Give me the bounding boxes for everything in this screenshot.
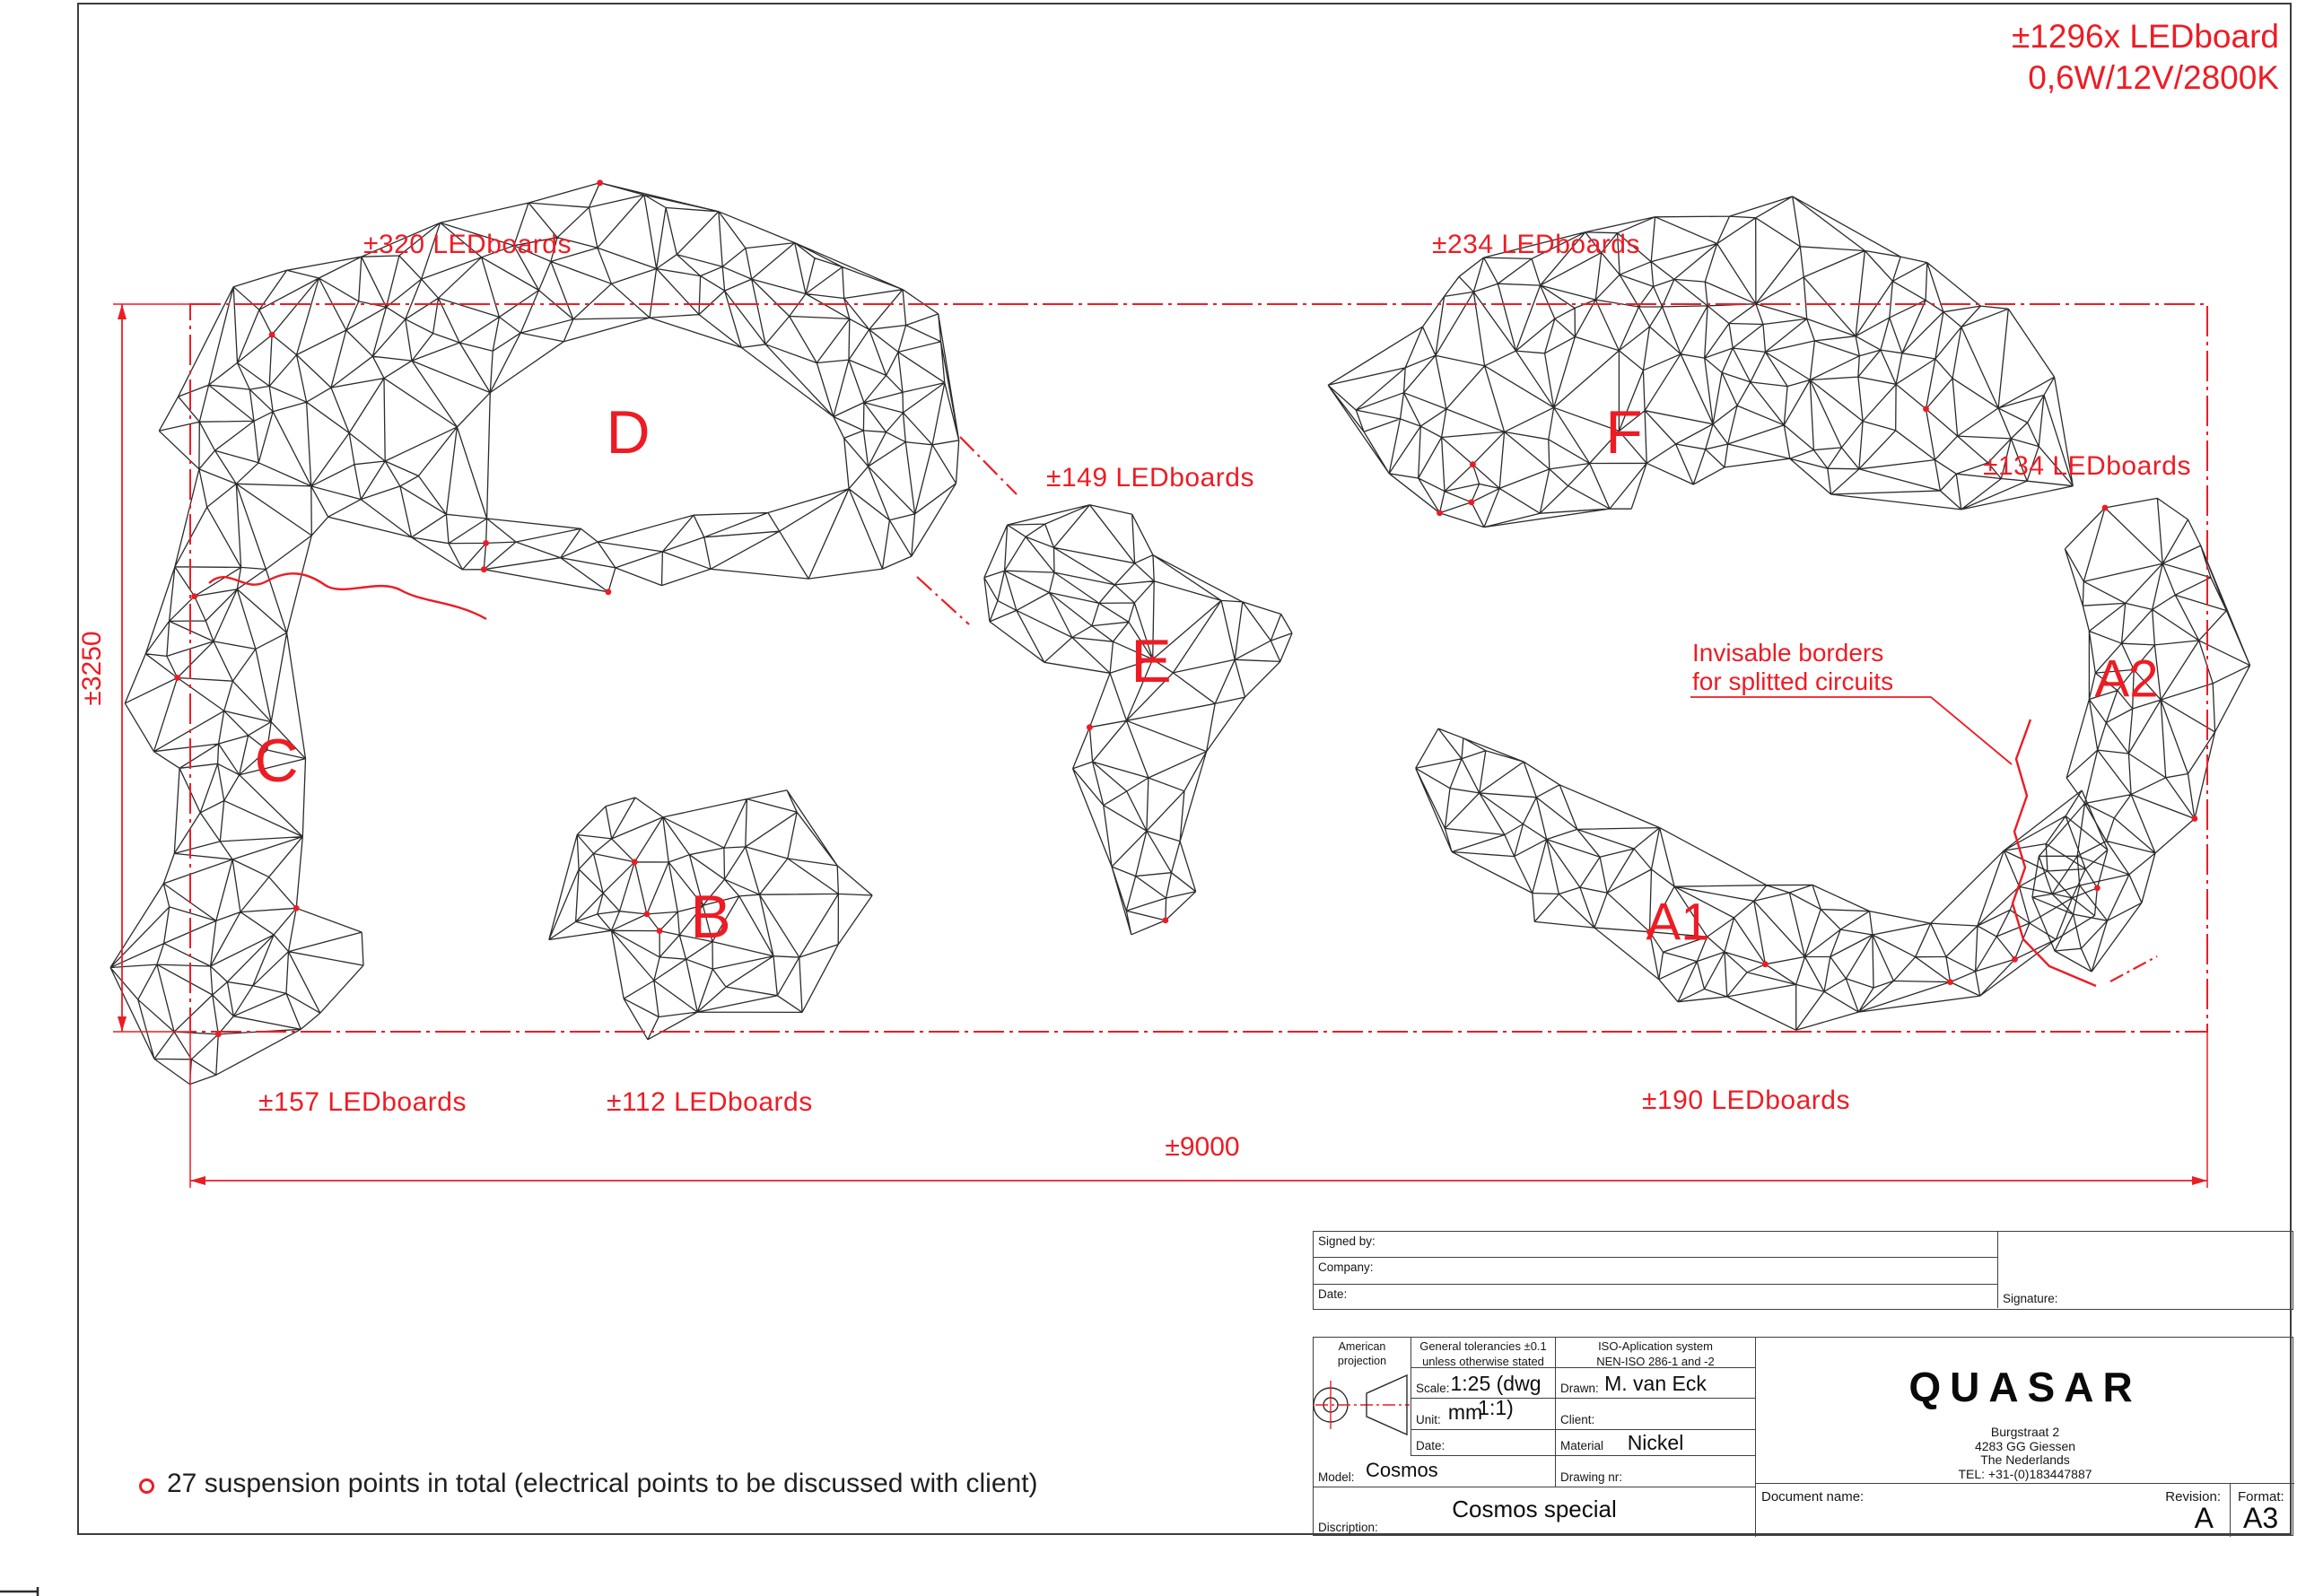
iso-header-cell <box>1556 1338 1756 1368</box>
discription-label: Discription: <box>1318 1521 1378 1534</box>
signature-table <box>1313 1231 2293 1310</box>
date2-cell <box>1411 1430 1556 1456</box>
company-row <box>1314 1258 1998 1285</box>
model-value: Cosmos <box>1366 1459 1438 1481</box>
suspension-point-dot <box>1163 918 1169 924</box>
suspension-point-dot <box>1470 461 1476 467</box>
count-label-f: ±234 LEDboards <box>1432 230 1640 259</box>
date2-label: Date: <box>1416 1439 1445 1452</box>
address-line3: The Nederlands <box>1980 1452 2070 1468</box>
arrow-right <box>2192 1176 2207 1185</box>
suspension-point-dot <box>1469 499 1475 505</box>
projection-label: American projection <box>1337 1340 1387 1368</box>
company-logo-cell <box>1756 1338 2294 1484</box>
format-label: Format: <box>2238 1489 2284 1504</box>
arrow-up <box>118 304 127 319</box>
material-cell <box>1556 1430 1756 1456</box>
projection-cell <box>1314 1338 1411 1456</box>
signature-cell <box>1998 1232 2292 1308</box>
split-border-de-upper <box>960 437 1017 494</box>
count-label-d: ±320 LEDboards <box>363 230 572 259</box>
discription-cell <box>1314 1487 1756 1537</box>
suspension-points <box>174 179 2197 1037</box>
title-block <box>1313 1337 2293 1536</box>
invisible-borders-annotation <box>1692 639 1893 696</box>
address-line2: 4283 GG Giessen <box>1974 1438 2076 1453</box>
date-row <box>1314 1285 1998 1308</box>
suspension-bullet-icon <box>139 1478 154 1494</box>
suspension-point-dot <box>657 928 663 934</box>
suspension-point-dot <box>293 905 300 911</box>
drawn-value: M. van Eck <box>1604 1372 1707 1395</box>
count-label-c: ±157 LEDboards <box>258 1087 467 1117</box>
annotation-leader-line <box>1690 697 2012 764</box>
document-name-cell <box>1756 1484 2231 1537</box>
suspension-point-dot <box>1762 961 1769 967</box>
red-linework <box>113 304 2207 1188</box>
suspension-point-dot <box>269 332 275 338</box>
unit-label: Unit: <box>1416 1413 1441 1426</box>
signed-by-label: Signed by: <box>1318 1234 1376 1248</box>
address-line1: Burgstraat 2 <box>1990 1425 2060 1439</box>
material-value: Nickel <box>1627 1431 1684 1454</box>
suspension-point-dot <box>481 566 487 572</box>
suspension-point-dot <box>191 593 197 599</box>
suspension-point-dot <box>1947 979 1953 985</box>
count-label-a2: ±134 LEDboards <box>1983 451 2191 481</box>
format-cell <box>2231 1484 2294 1537</box>
corner-crop-mark <box>0 1587 38 1596</box>
suspension-point-dot <box>632 859 638 865</box>
cluster-mesh-path <box>1416 728 2108 1030</box>
suspension-note: 27 suspension points in total (electrical points to be discussed with client) <box>167 1469 1038 1498</box>
scale-value: 1:25 (dwg 1:1) <box>1450 1372 1542 1419</box>
dim-label-height: ±3250 <box>77 631 107 706</box>
model-label: Model: <box>1318 1470 1355 1484</box>
projection-symbol-icon <box>1314 1359 1411 1456</box>
header-note-line2: 0,6W/12V/2800K <box>2028 59 2279 97</box>
suspension-point-dot <box>483 540 489 546</box>
cluster-mesh-path <box>2032 498 2250 972</box>
cluster-mesh-path <box>110 183 959 1085</box>
count-label-b: ±112 LEDboards <box>607 1087 813 1117</box>
cluster-letter-c: C <box>254 727 299 795</box>
tolerances-header-cell <box>1411 1338 1556 1368</box>
suspension-point-dot <box>2094 885 2100 891</box>
split-border-a1-tail <box>2110 956 2157 981</box>
scale-label: Scale: <box>1416 1382 1450 1395</box>
model-cell <box>1314 1456 1556 1487</box>
suspension-point-dot <box>2192 815 2198 822</box>
cluster-letter-f: F <box>1605 398 1643 467</box>
suspension-point-dot <box>2012 956 2018 963</box>
suspension-point-dot <box>1923 406 1929 413</box>
suspension-point-dot <box>597 179 603 186</box>
suspension-point-dot <box>1087 724 1093 730</box>
cluster-letter-e: E <box>1131 627 1172 695</box>
company-logo: QUASAR <box>1908 1364 2142 1410</box>
drawn-cell <box>1556 1368 1756 1399</box>
cluster-letter-a1: A1 <box>1646 893 1710 952</box>
tolerances-line2: unless otherwise stated <box>1422 1354 1544 1368</box>
format-value: A3 <box>2243 1502 2279 1534</box>
count-label-a1: ±190 LEDboards <box>1642 1086 1850 1115</box>
material-label: Material <box>1560 1439 1604 1452</box>
document-name-label: Document name: <box>1761 1489 1865 1504</box>
revision-label: Revision: <box>2165 1489 2221 1504</box>
cluster-mesh-path <box>984 505 1292 935</box>
annotation-line2: for splitted circuits <box>1692 667 1894 696</box>
client-label: Client: <box>1560 1413 1595 1426</box>
cluster-letter-a2: A2 <box>2094 650 2159 709</box>
date-label: Date: <box>1318 1287 1348 1301</box>
client-cell <box>1556 1399 1756 1430</box>
count-label-e: ±149 LEDboards <box>1046 463 1254 493</box>
suspension-point-dot <box>215 1031 222 1037</box>
cluster-letter-d: D <box>606 398 651 467</box>
unit-value: mm <box>1447 1400 1483 1424</box>
annotation-line1: Invisable borders <box>1692 639 1884 667</box>
header-note-line1: ±1296x LEDboard <box>2011 18 2279 55</box>
boundary-rectangle <box>190 304 2207 1032</box>
suspension-point-dot <box>606 589 612 595</box>
address-line4: TEL: +31-(0)183447887 <box>1958 1467 2092 1482</box>
suspension-point-dot <box>174 675 180 681</box>
suspension-point-dot <box>2102 505 2109 511</box>
drawing-nr-cell <box>1556 1456 1756 1487</box>
drawing-nr-label: Drawing nr: <box>1560 1470 1623 1484</box>
suspension-point-dot <box>644 911 651 918</box>
arrow-down <box>118 1016 127 1032</box>
dim-label-width: ±9000 <box>1165 1132 1240 1162</box>
drawn-label: Drawn: <box>1560 1382 1599 1395</box>
iso-line1: ISO-Aplication system <box>1598 1339 1713 1353</box>
split-border-de-lower <box>917 577 969 624</box>
unit-cell <box>1411 1399 1556 1430</box>
suspension-point-dot <box>1437 510 1443 516</box>
led-cluster-mesh <box>110 183 2250 1085</box>
revision-value: A <box>2194 1502 2214 1534</box>
tolerances-line1: General tolerancies ±0.1 <box>1419 1339 1547 1353</box>
discription-value: Cosmos special <box>1452 1496 1617 1522</box>
arrow-left <box>190 1176 205 1185</box>
cluster-letter-b: B <box>690 883 731 951</box>
signature-label: Signature: <box>2003 1292 2058 1305</box>
header-note <box>2012 16 2279 100</box>
signed-by-row <box>1314 1232 1998 1258</box>
company-label: Company: <box>1318 1260 1374 1274</box>
iso-line2: NEN-ISO 286-1 and -2 <box>1596 1354 1715 1368</box>
